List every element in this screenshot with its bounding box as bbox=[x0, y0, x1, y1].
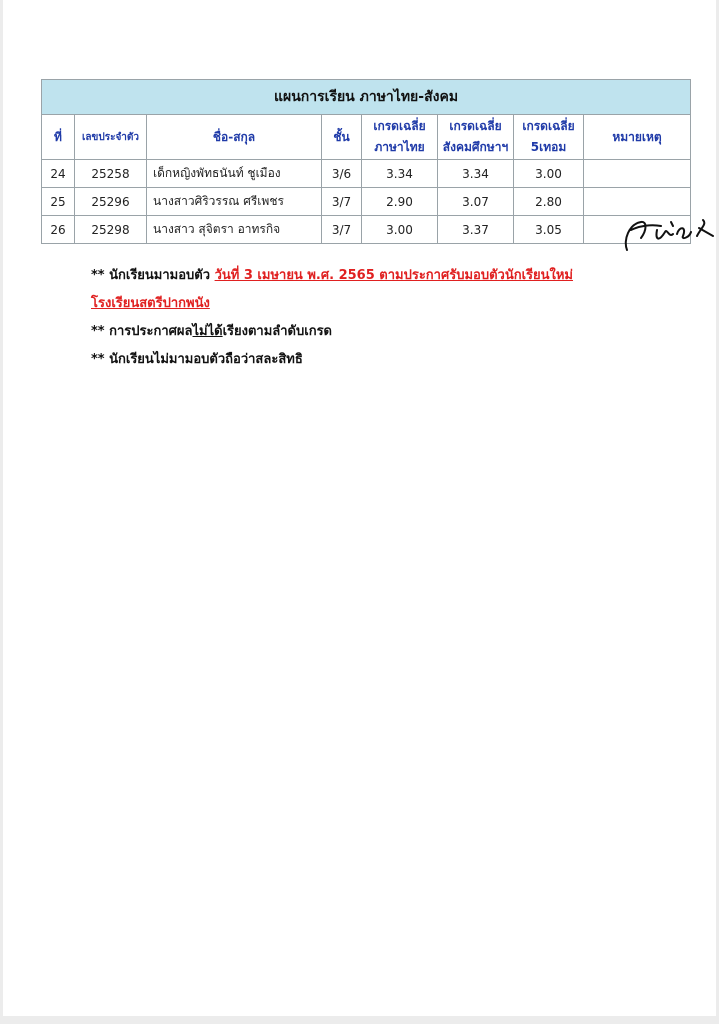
cell-class: 3/7 bbox=[322, 188, 362, 216]
header-remark: หมายเหตุ bbox=[584, 115, 691, 160]
grades-table bbox=[41, 79, 691, 244]
cell-no: 26 bbox=[42, 216, 75, 244]
cell-student-id: 25258 bbox=[75, 160, 147, 188]
note1-highlight: วันที่ 3 เมษายน พ.ศ. 2565 ตามประกาศรับมอบตัวนักเรียนใหม่ bbox=[214, 268, 574, 283]
cell-no: 24 bbox=[42, 160, 75, 188]
document-page bbox=[3, 0, 716, 1016]
note-forfeit bbox=[91, 346, 651, 374]
cell-name: นางสาวศิริวรรณ ศรีเพชร bbox=[147, 188, 322, 216]
cell-name: นางสาว สุจิตรา อาทรกิจ bbox=[147, 216, 322, 244]
signature-mark bbox=[617, 210, 717, 258]
cell-class: 3/7 bbox=[322, 216, 362, 244]
cell-gpa-5term: 3.05 bbox=[514, 216, 584, 244]
header-gpa-5term bbox=[514, 115, 584, 160]
header-gpa-social-line1: เกรดเฉลี่ย bbox=[449, 119, 502, 133]
cell-gpa-social: 3.37 bbox=[438, 216, 514, 244]
header-name: ชื่อ-สกุล bbox=[147, 115, 322, 160]
note-school-line bbox=[91, 290, 651, 318]
note2-suffix: เรียงตามลำดับเกรด bbox=[222, 324, 332, 339]
note2-prefix: ** การประกาศผล bbox=[91, 324, 193, 339]
header-gpa-thai-line1: เกรดเฉลี่ย bbox=[373, 119, 426, 133]
header-gpa-5term-line2: 5เทอม bbox=[530, 140, 567, 154]
cell-gpa-social: 3.07 bbox=[438, 188, 514, 216]
note-result-order bbox=[91, 318, 651, 346]
cell-gpa-social: 3.34 bbox=[438, 160, 514, 188]
cell-gpa-5term: 2.80 bbox=[514, 188, 584, 216]
table-row bbox=[42, 160, 691, 188]
table-row bbox=[42, 216, 691, 244]
cell-name: เด็กหญิงพัทธนันท์ ชูเมือง bbox=[147, 160, 322, 188]
note-registration bbox=[91, 262, 651, 290]
cell-gpa-thai: 2.90 bbox=[362, 188, 438, 216]
header-gpa-social bbox=[438, 115, 514, 160]
header-gpa-social-line2: สังคมศึกษาฯ bbox=[442, 140, 509, 154]
header-gpa-5term-line1: เกรดเฉลี่ย bbox=[522, 119, 575, 133]
cell-student-id: 25296 bbox=[75, 188, 147, 216]
cell-remark bbox=[584, 160, 691, 188]
note2-underlined: ไม่ได้ bbox=[192, 324, 223, 339]
table-row bbox=[42, 188, 691, 216]
note3-text: ** นักเรียนไม่มามอบตัวถือว่าสละสิทธิ bbox=[91, 352, 303, 367]
header-no: ที่ bbox=[42, 115, 75, 160]
table-title: แผนการเรียน ภาษาไทย-สังคม bbox=[42, 80, 691, 115]
header-student-id: เลขประจำตัว bbox=[75, 115, 147, 160]
cell-class: 3/6 bbox=[322, 160, 362, 188]
header-gpa-thai bbox=[362, 115, 438, 160]
table-title-row bbox=[42, 80, 691, 115]
cell-gpa-thai: 3.00 bbox=[362, 216, 438, 244]
cell-gpa-5term: 3.00 bbox=[514, 160, 584, 188]
cell-gpa-thai: 3.34 bbox=[362, 160, 438, 188]
note1-prefix: ** นักเรียนมามอบตัว bbox=[91, 268, 215, 283]
notes-section bbox=[91, 262, 651, 374]
table-header-row bbox=[42, 115, 691, 160]
header-class: ชั้น bbox=[322, 115, 362, 160]
header-gpa-thai-line2: ภาษาไทย bbox=[374, 140, 425, 154]
cell-no: 25 bbox=[42, 188, 75, 216]
cell-student-id: 25298 bbox=[75, 216, 147, 244]
note1-school: โรงเรียนสตรีปากพนัง bbox=[91, 296, 210, 311]
